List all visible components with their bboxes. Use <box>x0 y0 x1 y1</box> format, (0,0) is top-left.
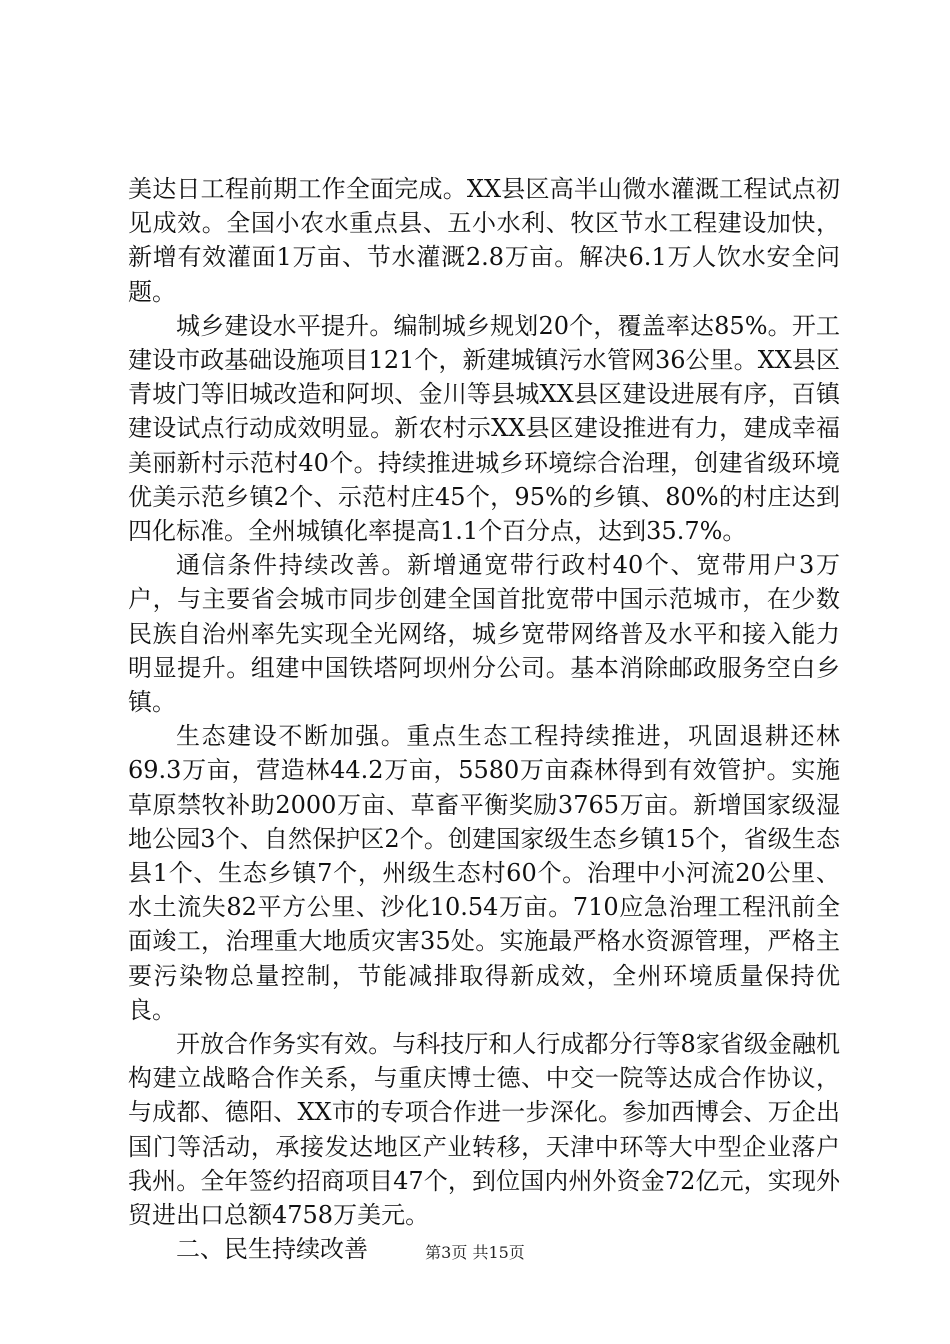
page-footer <box>0 1242 950 1264</box>
paragraph-communications: 通信条件持续改善。新增通宽带行政村40个、宽带用户3万户，与主要省会城市同步创建全国首批宽带中国示范城市，在少数民族自治州率先实现全光网络，城乡宽带网络普及水平和接入能力明显提升。组建中国铁塔阿坝州分公司。基本消除邮政服务空白乡镇。 <box>128 551 840 717</box>
paragraph-ecology: 生态建设不断加强。重点生态工程持续推进，巩固退耕还林69.3万亩，营造林44.2万亩，5580万亩森林得到有效管护。实施草原禁牧补助2000万亩、草畜平衡奖励3765万亩。新增国家级湿地公园3个、自然保护区2个。创建国家级生态乡镇15个，省级生态县1个、生态乡镇7个，州级生态村60个。治理中小河流20公里、水土流失82平方公里、沙化10.54万亩。710应急治理工程汛前全面竣工，治理重大地质灾害35处。实施最严格水资源管理，严格主要污染物总量控制，节能减排取得新成效，全州环境质量保持优良。 <box>128 722 840 1024</box>
page-number: 第3页 共15页 <box>425 1243 525 1262</box>
paragraph-irrigation: 美达日工程前期工作全面完成。XX县区高半山微水灌溉工程试点初见成效。全国小农水重点县、五小水利、牧区节水工程建设加快，新增有效灌面1万亩、节水灌溉2.8万亩。解决6.1万人饮水安全问题。 <box>128 175 840 306</box>
paragraph-urban-rural-construction: 城乡建设水平提升。编制城乡规划20个，覆盖率达85%。开工建设市政基础设施项目121个，新建城镇污水管网36公里。XX县区青坡门等旧城改造和阿坝、金川等县城XX县区建设进展有序，百镇建设试点行动成效明显。新农村示XX县区建设推进有力，建成幸福美丽新村示范村40个。持续推进城乡环境综合治理，创建省级环境优美示范乡镇2个、示范村庄45个，95%的乡镇、80%的村庄达到四化标准。全州城镇化率提高1.1个百分点，达到35.7%。 <box>128 311 840 546</box>
document-body <box>128 172 840 1267</box>
section-heading: 二、民生持续改善 <box>176 1235 368 1264</box>
paragraph-open-cooperation: 开放合作务实有效。与科技厅和人行成都分行等8家省级金融机构建立战略合作关系，与重庆博士德、中交一院等达成合作协议，与成都、德阳、XX市的专项合作进一步深化。参加西博会、万企出国门等活动，承接发达地区产业转移，天津中环等大中型企业落户我州。全年签约招商项目47个，到位国内州外资金72亿元，实现外贸进出口总额4758万美元。 <box>128 1030 840 1230</box>
